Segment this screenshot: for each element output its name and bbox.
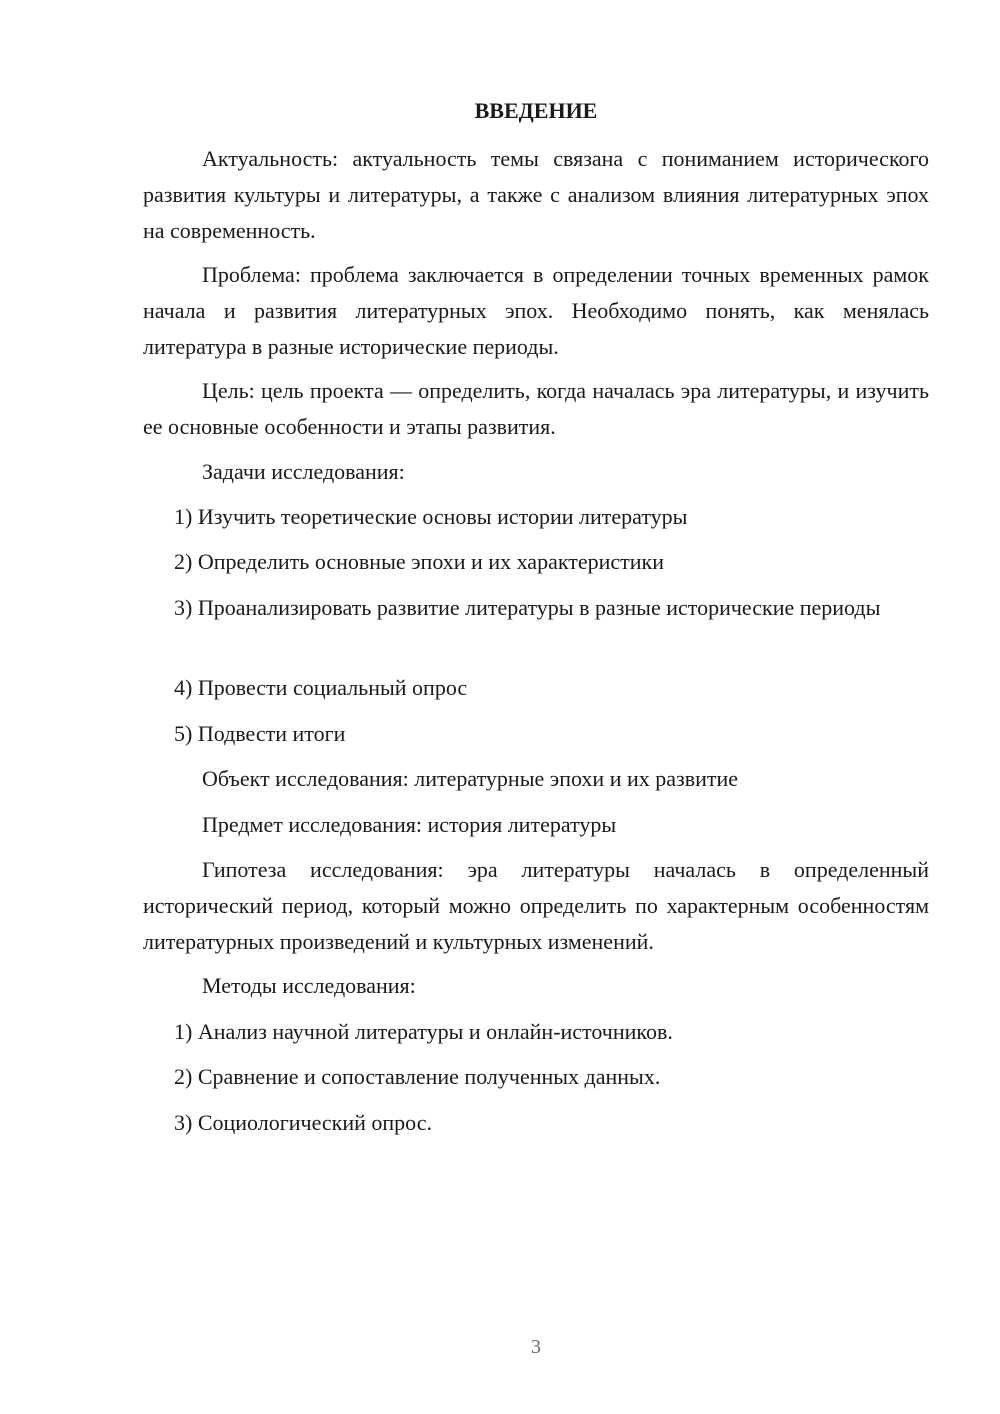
paragraph-goal: Цель: цель проекта — определить, когда началась эра литературы, и изучить ее основные особенности и этапы развития. bbox=[143, 378, 929, 439]
paragraph-hypothesis: Гипотеза исследования: эра литературы началась в определенный исторический период, который можно определить по характерным особенностям литературных произведений и культурных изменений. bbox=[143, 857, 929, 954]
task-item-5: 5) Подвести итоги bbox=[174, 721, 346, 746]
paragraph-methods-heading: Методы исследования: bbox=[202, 973, 416, 998]
paragraph-research-subject: Предмет исследования: история литературы bbox=[202, 812, 617, 837]
method-item-3: 3) Социологический опрос. bbox=[174, 1110, 432, 1135]
task-item-1: 1) Изучить теоретические основы истории литературы bbox=[174, 504, 688, 529]
task-item-2: 2) Определить основные эпохи и их характеристики bbox=[174, 549, 665, 574]
paragraph-research-object: Объект исследования: литературные эпохи и их развитие bbox=[202, 766, 739, 791]
paragraph-relevance: Актуальность: актуальность темы связана с пониманием исторического развития культуры и литературы, а также с анализом влияния литературных эпох на современность. bbox=[143, 146, 929, 243]
task-item-3: 3) Проанализировать развитие литературы в разные исторические периоды bbox=[174, 595, 881, 620]
task-item-4: 4) Провести социальный опрос bbox=[174, 675, 468, 700]
paragraph-tasks-heading: Задачи исследования: bbox=[202, 459, 405, 484]
method-item-1: 1) Анализ научной литературы и онлайн-источников. bbox=[174, 1019, 673, 1044]
section-title: ВВЕДЕНИЕ bbox=[474, 98, 598, 123]
method-item-2: 2) Сравнение и сопоставление полученных данных. bbox=[174, 1064, 661, 1089]
paragraph-problem: Проблема: проблема заключается в определении точных временных рамок начала и развития литературных эпох. Необходимо понять, как менялась литература в разные исторические периоды. bbox=[143, 262, 929, 359]
page-number: 3 bbox=[531, 1336, 541, 1358]
